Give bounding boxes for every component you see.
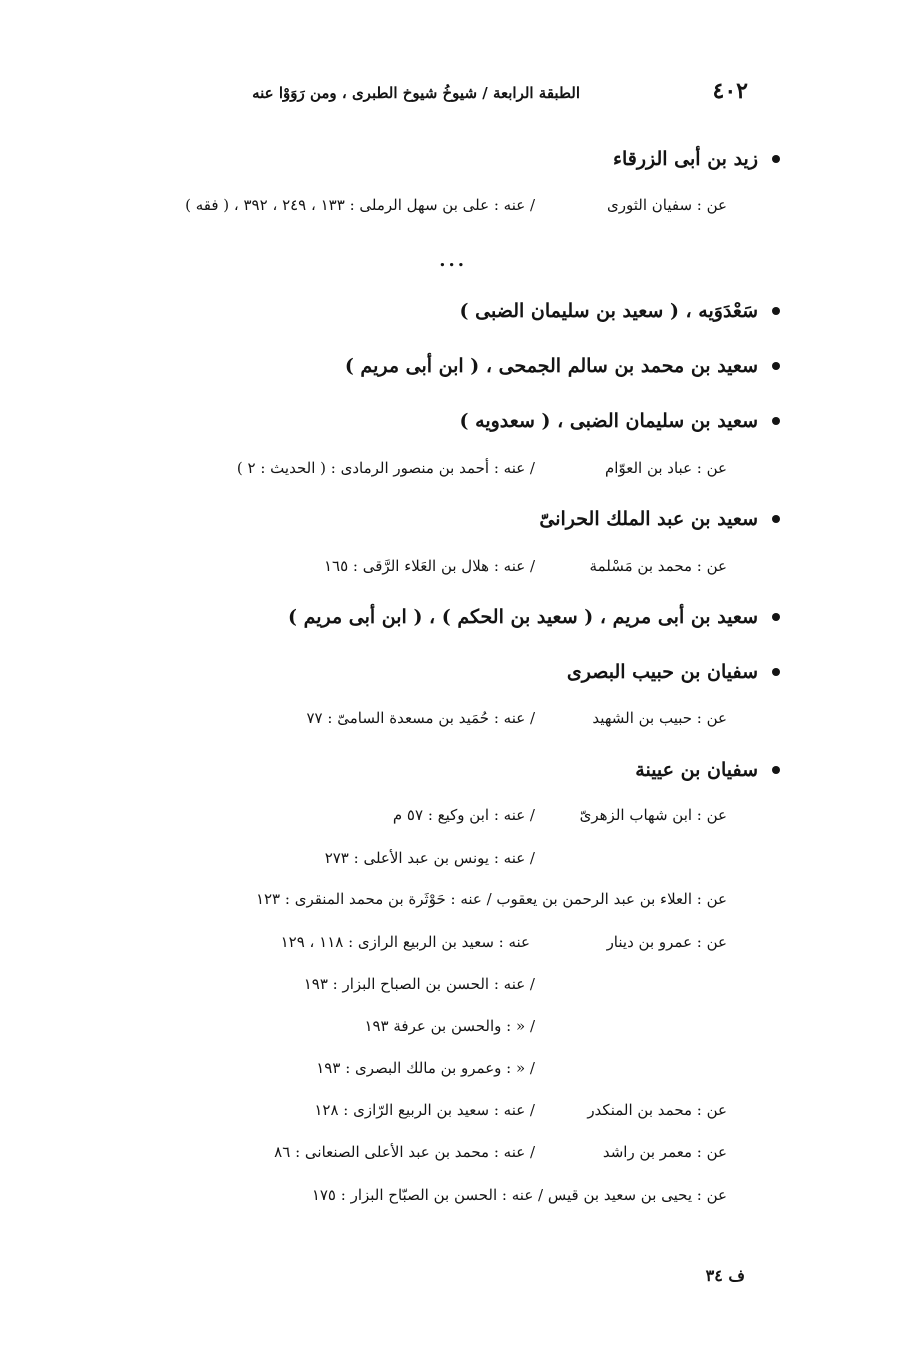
line-via: / عنه : هلال بن العَلاء الرَّقى : ١٦٥ — [323, 557, 535, 575]
line-full: عن : العلاء بن عبد الرحمن بن يعقوب / عنه : حَوْثَرة بن محمد المنقرى : ١٢٣ — [255, 890, 727, 908]
page-number: ٤٠٢ — [712, 78, 748, 104]
entry-heading — [635, 759, 780, 781]
line-from: عن : محمد بن مَسْلمة — [589, 557, 727, 575]
line-full: عن : يحيى بن سعيد بن قيس / عنه : الحسن بن الصبّاح البزار : ١٧٥ — [311, 1186, 727, 1204]
section-separator: ... — [439, 250, 467, 271]
line-via: / عنه : أحمد بن منصور الرمادى : ( الحديث : ٢ ) — [236, 459, 535, 477]
bullet-icon — [772, 307, 780, 315]
line-from: عن : عمرو بن دينار — [606, 933, 727, 951]
entry-heading — [539, 508, 780, 530]
entry-heading — [613, 148, 780, 170]
narrator-name: سفيان بن حبيب البصرى — [566, 661, 758, 683]
narrator-name: سفيان بن عيينة — [635, 759, 758, 781]
narrator-name: سعيد بن سليمان الضبى ، ( سعدويه ) — [459, 410, 758, 432]
line-via: / عنه : الحسن بن الصباح البزار : ١٩٣ — [303, 975, 535, 993]
bullet-icon — [772, 515, 780, 523]
line-from: عن : سفيان الثورى — [607, 196, 727, 214]
bullet-icon — [772, 417, 780, 425]
footer-signature: ف ٣٤ — [705, 1266, 745, 1285]
line-from: عن : عباد بن العوّام — [605, 459, 727, 477]
narrator-name: سعيد بن محمد بن سالم الجمحى ، ( ابن أبى مريم ) — [344, 355, 758, 377]
narrator-name: سَعْدَوَيه ، ( سعيد بن سليمان الضبى ) — [459, 300, 758, 322]
entry-heading — [460, 300, 780, 322]
running-title: الطبقة الرابعة / شيوخُ شيوخ الطبرى ، ومن رَوَوْا عنه — [252, 84, 580, 102]
line-from: عن : ابن شهاب الزهرىّ — [579, 806, 727, 824]
line-from: عن : معمر بن راشد — [602, 1143, 727, 1161]
line-from: عن : حبيب بن الشهيد — [592, 709, 727, 727]
line-via: / عنه : ابن وكيع : ٥٧ م — [392, 806, 535, 824]
bullet-icon — [772, 766, 780, 774]
line-via: / عنه : سعيد بن الربيع الرّازى : ١٢٨ — [314, 1101, 535, 1119]
bullet-icon — [772, 668, 780, 676]
narrator-name: سعيد بن أبى مريم ، ( سعيد بن الحكم ) ، ( ابن أبى مريم ) — [287, 606, 758, 628]
line-via: / عنه : حُمَيد بن مسعدة السامىّ : ٧٧ — [306, 709, 535, 727]
line-via: / « : والحسن بن عرفة ١٩٣ — [364, 1017, 535, 1035]
entry-heading — [288, 606, 780, 628]
entry-heading — [567, 661, 780, 683]
line-via: / عنه : يونس بن عبد الأعلى : ٢٧٣ — [324, 849, 535, 867]
line-via: / عنه : على بن سهل الرملى : ١٣٣ ، ٢٤٩ ، ٣٩٢ ، ( فقه ) — [185, 196, 535, 214]
entry-heading — [345, 355, 780, 377]
line-from: عن : محمد بن المنكدر — [587, 1101, 727, 1119]
narrator-name: سعيد بن عبد الملك الحرانىّ — [539, 508, 758, 530]
line-via: عنه : سعيد بن الربيع الرازى : ١١٨ ، ١٢٩ — [280, 933, 530, 951]
bullet-icon — [772, 362, 780, 370]
bullet-icon — [772, 155, 780, 163]
bullet-icon — [772, 613, 780, 621]
line-via: / عنه : محمد بن عبد الأعلى الصنعانى : ٨٦ — [274, 1143, 535, 1161]
line-via: / « : وعمرو بن مالك البصرى : ١٩٣ — [316, 1059, 535, 1077]
entry-heading — [460, 410, 780, 432]
narrator-name: زيد بن أبى الزرقاء — [613, 148, 758, 170]
